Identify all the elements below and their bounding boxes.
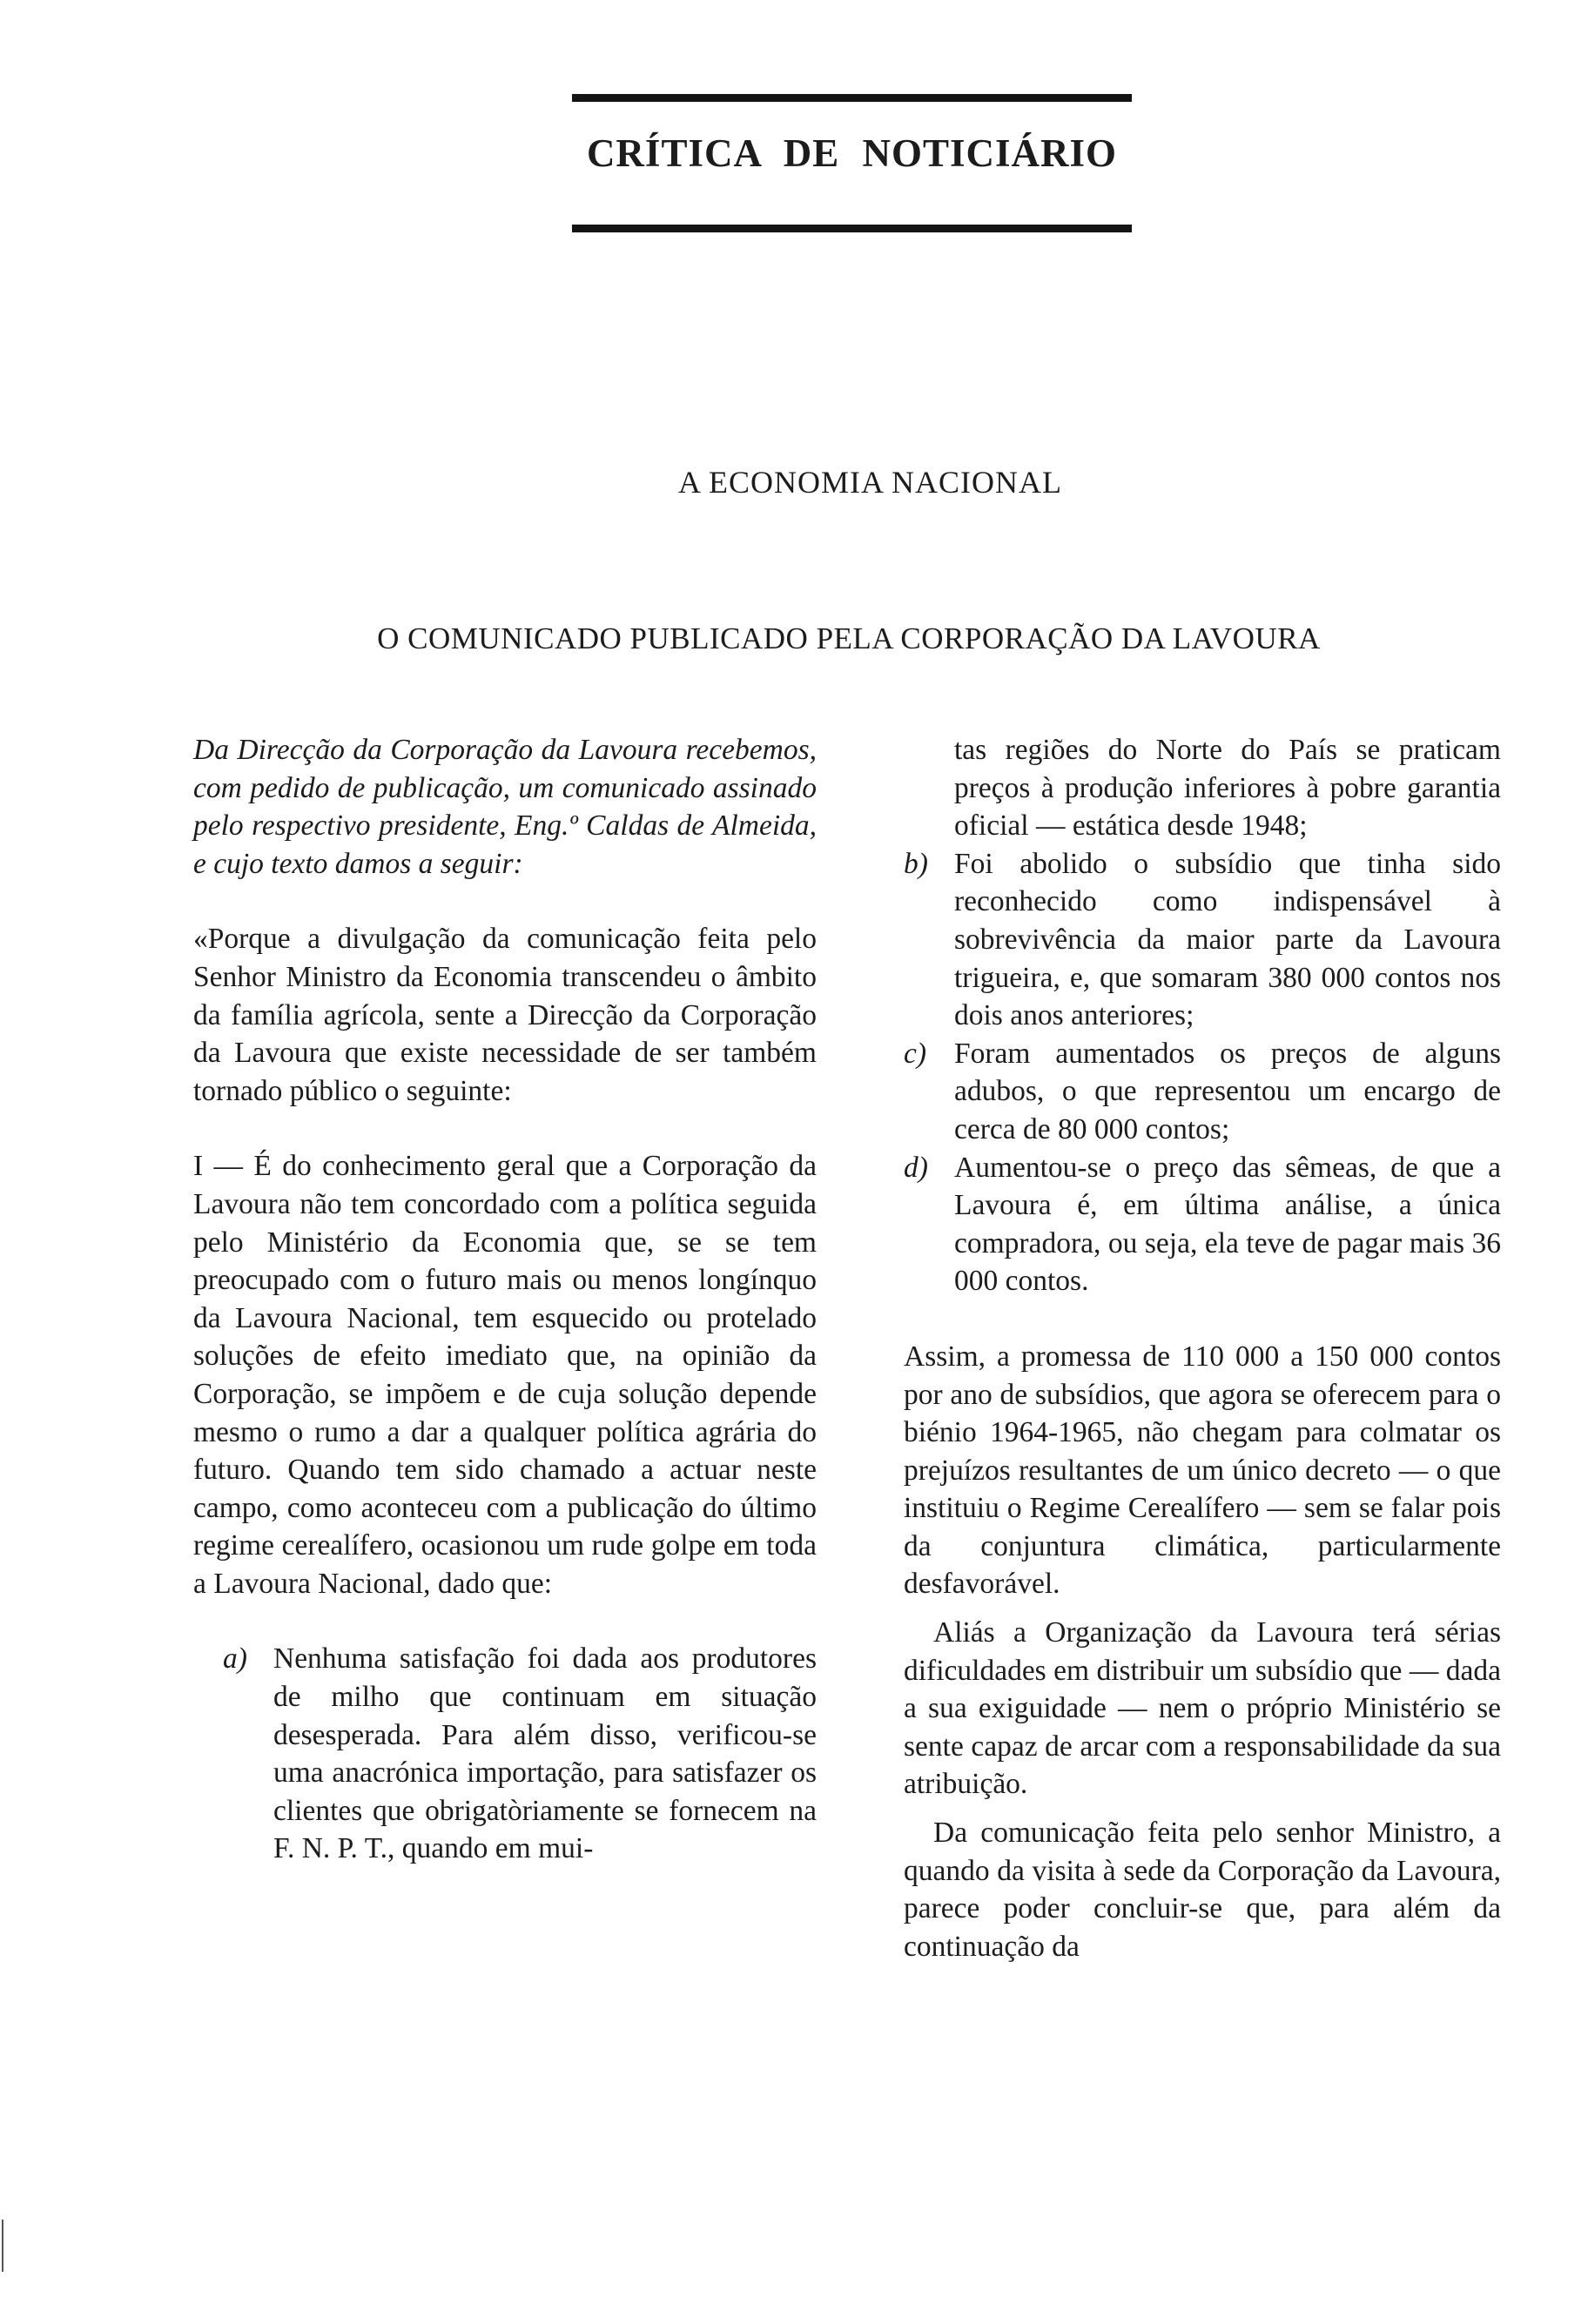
right-column xyxy=(904,731,1501,1965)
article-subheadline: O COMUNICADO PUBLICADO PELA CORPORAÇÃO DA LAVOURA xyxy=(377,621,1321,655)
paragraph-1: «Porque a divulgação da comunicação feita pelo Senhor Ministro da Economia transcendeu o âmbito da família agrícola, sente a Direcção da Corporação da Lavoura que existe necessidade de ser também tornado público o seguinte: xyxy=(193,923,817,1107)
list-item-d xyxy=(904,1149,1501,1300)
paragraph-4: Aliás a Organização da Lavoura terá sérias dificuldades em distribuir um subsídio que — dada a sua exiguidade — nem o próprio Ministério se sente capaz de arcar com a responsabilidade da sua atribuição. xyxy=(904,1616,1501,1801)
header-rule-bottom xyxy=(572,225,1132,232)
list-marker-a: a) xyxy=(223,1642,247,1676)
paragraph-3: Assim, a promessa de 110 000 a 150 000 contos por ano de subsídios, que agora se oferecem para o biénio 1964-1965, não chegam para colmatar os prejuízos resultantes de um único decreto — o que instituiu o Regime Cerealífero — sem se falar pois da conjuntura climática, particularmente desfavorável. xyxy=(904,1340,1501,1601)
list-marker-d: d) xyxy=(904,1151,928,1184)
list-item-b xyxy=(904,845,1501,1035)
list-item-d-text: Aumentou-se o preço das sêmeas, de que a Lavoura é, em última análise, a única compradora, ou seja, ela teve de pagar mais 36 000 contos. xyxy=(954,1151,1501,1298)
scan-edge-mark xyxy=(2,2220,3,2272)
list-item-a xyxy=(193,1640,817,1868)
list-marker-c: c) xyxy=(904,1037,927,1070)
left-column xyxy=(193,731,817,1868)
list-item-a-continuation: tas regiões do Norte do País se praticam preços à produção inferiores à pobre garantia oficial — estática desde 1948; xyxy=(954,734,1501,843)
list-item-b-text: Foi abolido o subsídio que tinha sido reconhecido como indispensável à sobrevivência da maior parte da Lavoura trigueira, e, que somaram 380 000 contos nos dois anos anteriores; xyxy=(954,847,1501,1032)
paragraph-2: I — É do conhecimento geral que a Corporação da Lavoura não tem concordado com a política seguida pelo Ministério da Economia que, se se tem preocupado com o futuro mais ou menos longínquo da Lavoura Nacional, tem esquecido ou protelado soluções de efeito imediato que, na opinião da Corporação, se impõem e de cuja solução depende mesmo o rumo a dar a qualquer política agrária do futuro. Quando tem sido chamado a actuar neste campo, como aconteceu com a publicação do último regime cerealífero, ocasionou um rude golpe em toda a Lavoura Nacional, dado que: xyxy=(193,1150,817,1600)
article-headline-text: A ECONOMIA NACIONAL xyxy=(678,465,1062,500)
list-item-a-text: Nenhuma satisfação foi dada aos produtores de milho que continuam em situação desesperada. Para além disso, verificou-se uma anacrónica importação, para satisfazer os clientes que obrigatòriamente se fornecem na F. N. P. T., quando em mui- xyxy=(273,1642,817,1865)
section-title: CRÍTICA DE NOTICIÁRIO xyxy=(586,131,1118,175)
list-item-c-text: Foram aumentados os preços de alguns adubos, o que representou um encargo de cerca de 80 000 contos; xyxy=(954,1037,1501,1145)
list-marker-b: b) xyxy=(904,847,928,880)
editorial-intro: Da Direcção da Corporação da Lavoura recebemos, com pedido de publicação, um comunicado assinado pelo respectivo presidente, Eng.º Caldas de Almeida, e cujo texto damos a seguir: xyxy=(193,734,817,880)
paragraph-5: Da comunicação feita pelo senhor Ministro, a quando da visita à sede da Corporação da Lavoura, parece poder concluir-se que, para além da continuação da xyxy=(904,1817,1501,1963)
header-rule-top xyxy=(572,94,1132,102)
list-item-c xyxy=(904,1035,1501,1149)
article-headline xyxy=(0,464,1588,500)
